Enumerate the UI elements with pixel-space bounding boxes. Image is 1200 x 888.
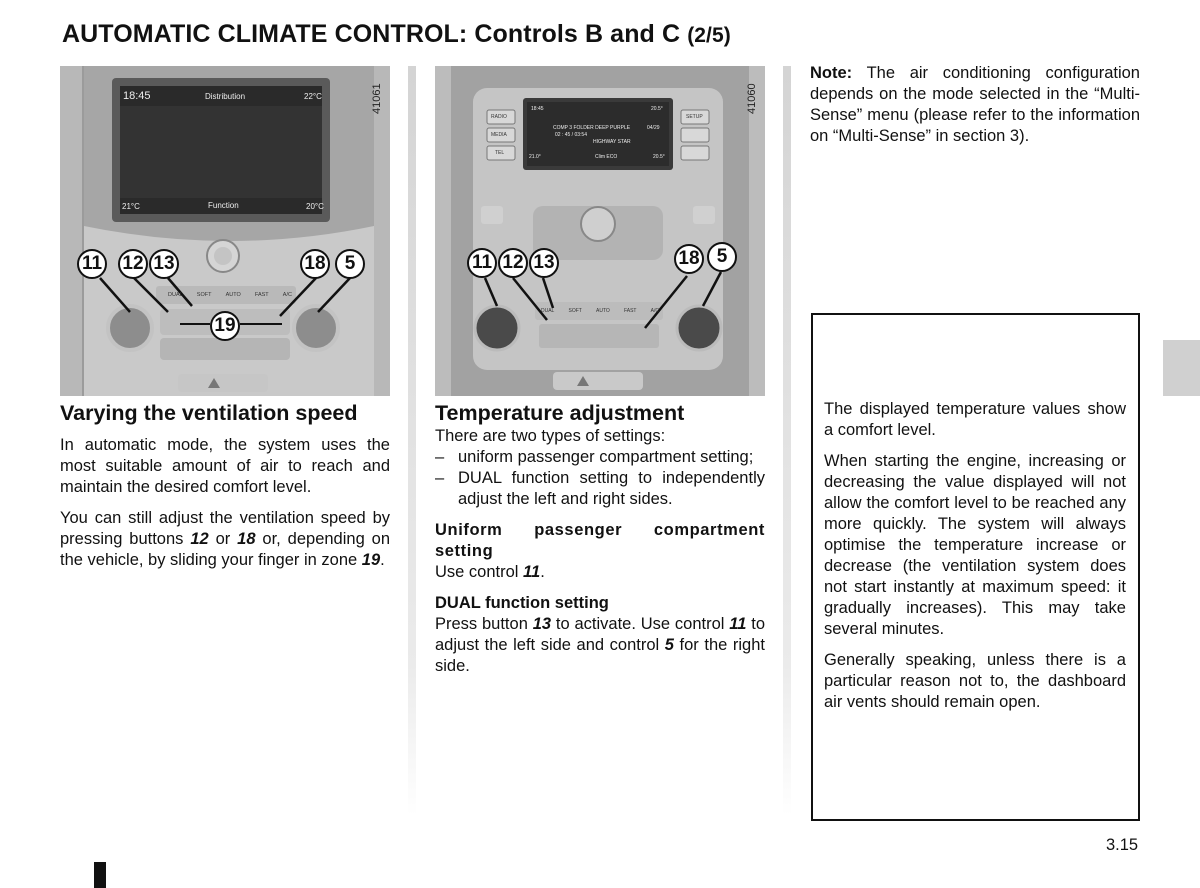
page-title [62, 20, 731, 49]
btn-fast: FAST [623, 308, 637, 314]
control-b-buttons [168, 292, 292, 298]
btn-ac: A/C [650, 308, 659, 314]
figure-ref: 41061 [371, 83, 383, 114]
info-box-text [824, 399, 1126, 723]
callout-5: 5 [707, 242, 737, 272]
screen-mode: Distribution [205, 92, 246, 101]
callout-11: 11 [77, 249, 107, 279]
screen-eco: Clim ECO [595, 154, 618, 160]
screen-temp-left: 21°C [122, 202, 140, 211]
figure-control-c [435, 66, 765, 396]
column-divider-left [408, 66, 416, 816]
subheading-uniform: Uniform passenger compartment setting [435, 521, 765, 560]
btn-auto: AUTO [225, 292, 241, 298]
screen-track-1: COMP 3 FOLDER DEEP PURPLE [553, 125, 631, 131]
temperature-text [435, 426, 765, 687]
btn-soft: SOFT [196, 292, 212, 298]
control-c-illustration [435, 66, 765, 396]
heading-temperature: Temperature adjustment [435, 401, 685, 425]
btn-ac: A/C [282, 292, 292, 298]
callout-19: 19 [210, 311, 240, 341]
screen-temp: 22°C [304, 92, 322, 101]
note-text [810, 63, 1140, 157]
screen-temp-right: 20°C [306, 202, 324, 211]
screen-temp-right: 20.5° [653, 154, 665, 160]
title-suffix: (2/5) [687, 24, 731, 47]
info-p1: The displayed temperature values show a comfort level. [824, 400, 1126, 439]
screen-track-2: 02 : 45 / 03:54 [555, 132, 587, 138]
temperature-intro: There are two types of settings: [435, 427, 666, 445]
ventilation-p1: In automatic mode, the system uses the most suitable amount of air to reach and maintain the desired comfort level. [60, 436, 390, 496]
btn-media: MEDIA [491, 132, 507, 138]
callout-12: 12 [498, 248, 528, 278]
dash-item-2: – DUAL function setting to independently adjust the left and right sides. [435, 469, 765, 508]
btn-fast: FAST [254, 292, 269, 298]
screen-track-3: HIGHWAY STAR [593, 139, 631, 145]
section-tab [1163, 340, 1200, 396]
page-number: 3.15 [1106, 836, 1139, 854]
dash-item-1: – uniform passenger compartment setting; [435, 448, 754, 466]
screen-time: 18:45 [531, 106, 544, 112]
callout-11: 11 [467, 248, 497, 278]
screen-time: 18:45 [123, 90, 151, 102]
dual-text: Press button 13 to activate. Use control 11 to adjust the left side and control 5 for the right side. [435, 615, 765, 675]
btn-radio: RADIO [491, 114, 507, 120]
btn-tel: TEL [495, 150, 505, 156]
control-c-buttons [541, 308, 659, 314]
screen-track-time: 04/29 [647, 125, 660, 131]
screen-temp: 20.5° [651, 106, 663, 112]
btn-auto: AUTO [596, 308, 610, 314]
figure-control-b [60, 66, 390, 396]
figure-ref: 41060 [746, 83, 758, 114]
screen-temp-left: 21.0° [529, 154, 541, 160]
corner-mark [94, 862, 106, 888]
callout-5: 5 [335, 249, 365, 279]
title-main: AUTOMATIC CLIMATE CONTROL: Controls B and C [62, 20, 681, 48]
callout-13: 13 [529, 248, 559, 278]
ventilation-p2: You can still adjust the ventilation speed by pressing buttons 12 or 18 or, depending on the vehicle, by sliding your finger in zone 19. [60, 509, 391, 569]
note-paragraph: Note: The air conditioning configuration depends on the mode selected in the “Multi-Sense” menu (please refer to the information on “Multi-Sense” in section 3). [810, 64, 1140, 145]
control-b-illustration [60, 66, 390, 396]
heading-ventilation-speed: Varying the ventilation speed [60, 401, 358, 425]
info-p2: When starting the engine, increasing or decreasing the value displayed will not allow the comfort level to be reached any more quickly. The system will always optimise the temperature increase or decrease (the ventilation system does not start instantly at maximum speed: it gradually increases). This may take several minutes. [824, 452, 1126, 638]
callout-18: 18 [674, 244, 704, 274]
btn-soft: SOFT [568, 308, 582, 314]
screen-function: Function [208, 201, 239, 210]
uniform-text: Use control 11. [435, 563, 545, 581]
btn-dual: DUAL [541, 308, 555, 314]
callout-12: 12 [118, 249, 148, 279]
subheading-dual: DUAL function setting [435, 594, 609, 612]
callout-18: 18 [300, 249, 330, 279]
ventilation-text [60, 435, 390, 581]
info-p3: Generally speaking, unless there is a particular reason not to, the dashboard air vents should remain open. [824, 651, 1126, 711]
column-divider-right [783, 66, 791, 816]
btn-dual: DUAL [168, 292, 183, 298]
btn-setup: SETUP [686, 114, 703, 120]
callout-13: 13 [149, 249, 179, 279]
note-label: Note: [810, 64, 853, 82]
